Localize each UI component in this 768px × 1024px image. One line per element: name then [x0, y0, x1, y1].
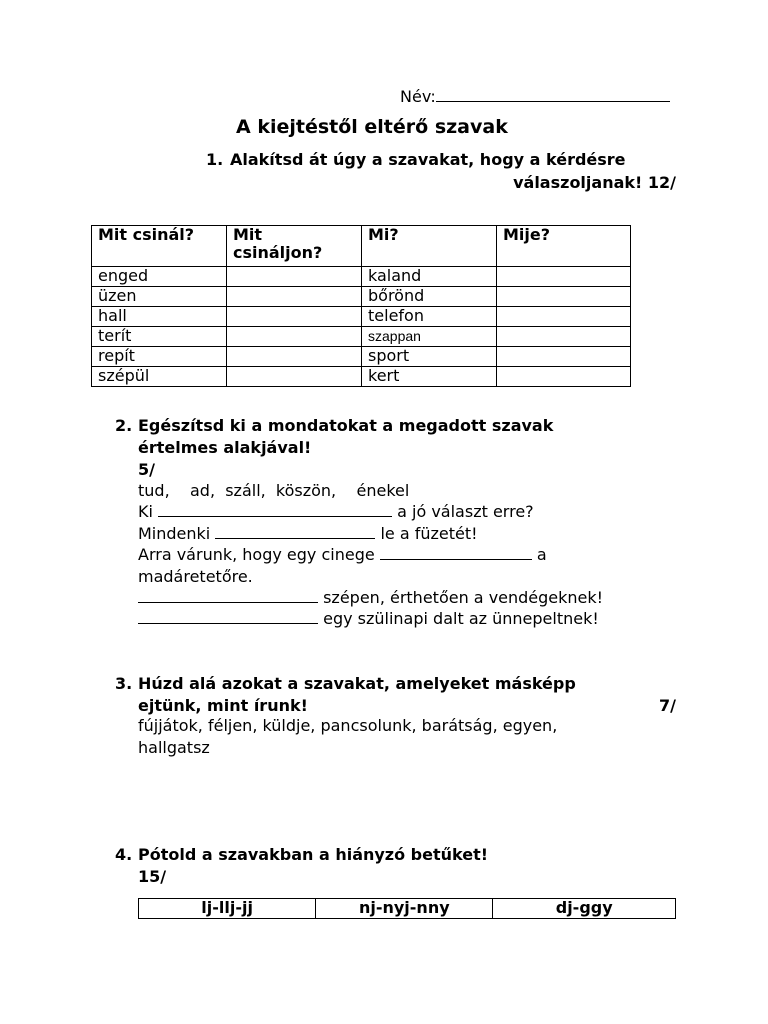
task2-sentence-2: [138, 524, 478, 543]
name-blank[interactable]: [436, 86, 670, 102]
verb-cell: terít: [92, 327, 227, 347]
answer-cell[interactable]: [497, 367, 631, 387]
answer-cell[interactable]: [497, 287, 631, 307]
answer-cell[interactable]: [497, 267, 631, 287]
sentence-text: egy szülinapi dalt az ünnepeltnek!: [323, 609, 599, 628]
answer-cell[interactable]: [227, 367, 362, 387]
task4-table: [138, 898, 676, 919]
task1-header-cell: Mit csináljon?: [227, 226, 362, 267]
noun-cell: kaland: [362, 267, 497, 287]
sentence-text: szépen, érthetően a vendégeknek!: [323, 588, 604, 607]
answer-cell[interactable]: [497, 307, 631, 327]
task4-header-cell: dj-ggy: [493, 899, 676, 919]
task1-instruction-line2: válaszoljanak! 12/: [513, 173, 676, 192]
sentence-text: le a füzetét!: [380, 524, 478, 543]
noun-cell: telefon: [362, 307, 497, 327]
table-row: [92, 367, 631, 387]
task4-header-cell: lj-llj-jj: [139, 899, 316, 919]
answer-cell[interactable]: [227, 287, 362, 307]
verb-cell: üzen: [92, 287, 227, 307]
sentence-text: Arra várunk, hogy egy cinege: [138, 545, 375, 564]
answer-cell[interactable]: [227, 327, 362, 347]
table-row: [92, 287, 631, 307]
task1-header-cell: Mit csinál?: [92, 226, 227, 267]
verb-cell: repít: [92, 347, 227, 367]
table-row: [92, 307, 631, 327]
verb-cell: enged: [92, 267, 227, 287]
task2-sentence-4: [138, 588, 603, 607]
task2-number: 2.: [115, 416, 133, 435]
verb-cell: szépül: [92, 367, 227, 387]
task3-instruction-line2: ejtünk, mint írunk!: [138, 696, 308, 715]
task2-instruction-line2: értelmes alakjával!: [138, 438, 312, 457]
noun-cell: szappan: [362, 327, 497, 347]
task4-points: 15/: [138, 867, 167, 886]
page-title: A kiejtéstől eltérő szavak: [236, 116, 508, 138]
answer-cell[interactable]: [227, 347, 362, 367]
task1-header-cell: Mi?: [362, 226, 497, 267]
sentence-text: Ki: [138, 502, 153, 521]
table-row: [92, 327, 631, 347]
task1-table: [91, 225, 631, 387]
verb-cell: hall: [92, 307, 227, 327]
task2-sentence-3: [138, 545, 547, 564]
task4-instruction: Pótold a szavakban a hiányzó betűket!: [138, 845, 489, 864]
task4-header-row: [139, 899, 676, 919]
task2-word-list: tud, ad, száll, köszön, énekel: [138, 481, 410, 500]
answer-blank[interactable]: [158, 516, 392, 517]
table-row: [92, 347, 631, 367]
task2-instruction-line1: Egészítsd ki a mondatokat a megadott szavak: [138, 416, 554, 435]
task1-header-cell: Mije?: [497, 226, 631, 267]
task4-number: 4.: [115, 845, 133, 864]
task1-number: 1.: [206, 150, 224, 169]
sentence-text: a: [536, 545, 547, 564]
task2-sentence-3-continued: madáretetőre.: [138, 567, 253, 586]
sentence-text: a jó választ erre?: [397, 502, 534, 521]
answer-blank[interactable]: [380, 559, 532, 560]
answer-cell[interactable]: [227, 307, 362, 327]
table-row: [92, 267, 631, 287]
task2-sentence-5: [138, 609, 599, 628]
noun-cell: kert: [362, 367, 497, 387]
task2-points: 5/: [138, 460, 155, 479]
answer-blank[interactable]: [215, 538, 375, 539]
noun-cell: sport: [362, 347, 497, 367]
answer-blank[interactable]: [138, 623, 318, 624]
task3-number: 3.: [115, 674, 133, 693]
sentence-text: Mindenki: [138, 524, 211, 543]
answer-cell[interactable]: [497, 347, 631, 367]
task3-words-line2: hallgatsz: [138, 738, 210, 757]
task4-header-cell: nj-nyj-nny: [316, 899, 493, 919]
answer-cell[interactable]: [227, 267, 362, 287]
task3-instruction-line1: Húzd alá azokat a szavakat, amelyeket másképp: [138, 674, 576, 693]
noun-cell: bőrönd: [362, 287, 497, 307]
name-label: Név:: [400, 87, 436, 106]
answer-blank[interactable]: [138, 602, 318, 603]
task2-sentence-1: [138, 502, 534, 521]
task3-points: 7/: [659, 696, 676, 715]
answer-cell[interactable]: [497, 327, 631, 347]
task1-instruction-line1: Alakítsd át úgy a szavakat, hogy a kérdésre: [230, 150, 626, 169]
name-row: [400, 86, 670, 106]
task3-words-line1: fújjátok, féljen, küldje, pancsolunk, barátság, egyen,: [138, 716, 558, 735]
task1-header-row: [92, 226, 631, 267]
